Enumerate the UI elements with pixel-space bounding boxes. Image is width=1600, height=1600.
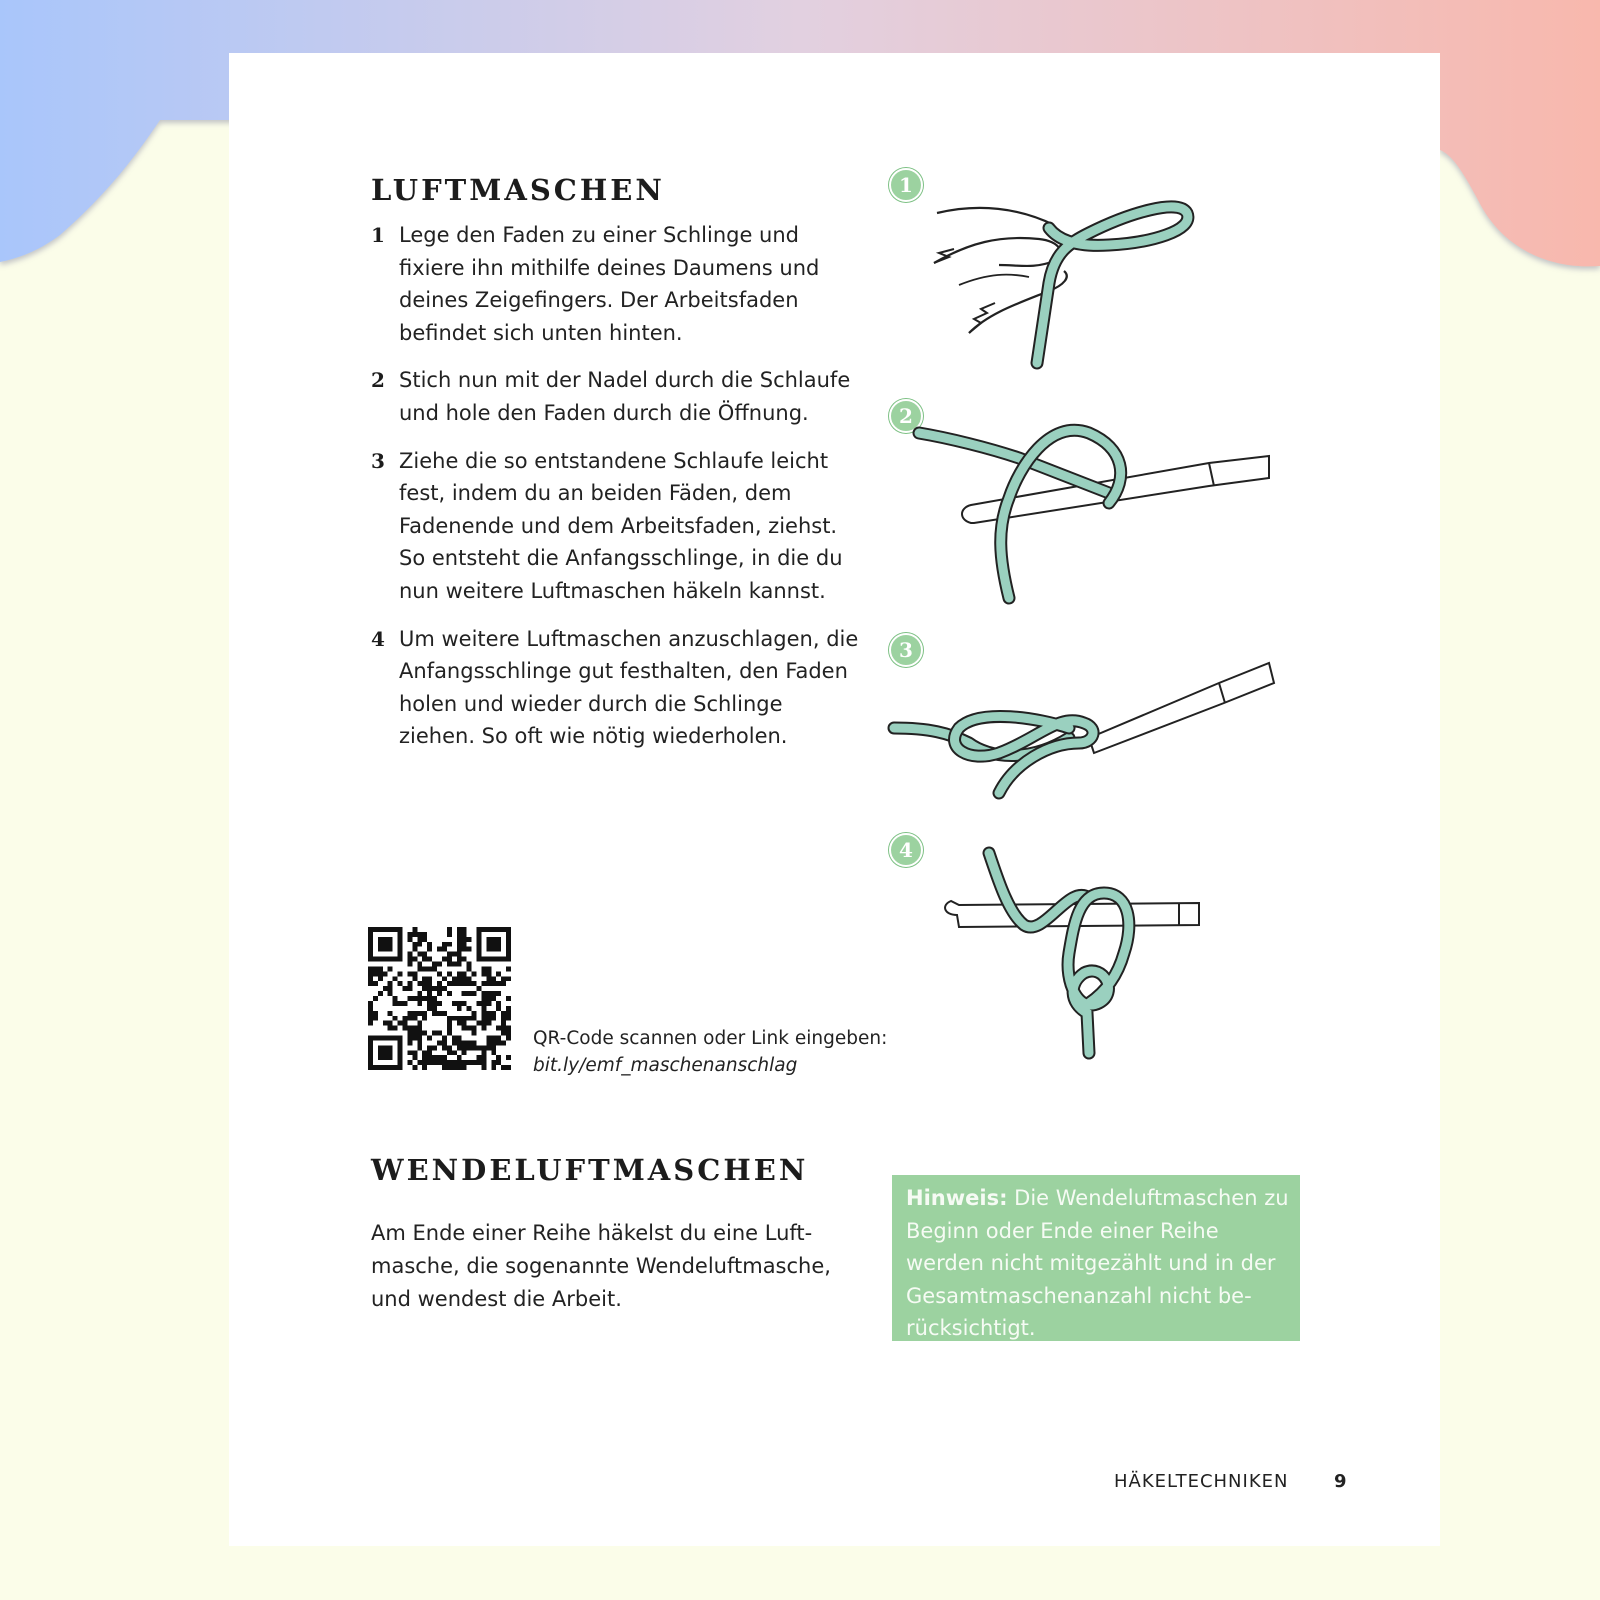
step-number: 4 (371, 626, 385, 651)
step-badge-2: 2 (889, 399, 923, 433)
step-text: Ziehe die so entstandene Schlaufe leicht fest, indem du an beiden Fäden, dem Fadenende und dem Arbeitsfaden, ziehst. So entsteht die Anfangsschlinge, in die du nun weitere Luftmaschen häkeln kannst. (399, 448, 843, 603)
wendeluftmaschen-text: Am Ende einer Reihe häkelst du eine Luftmasche, die sogenannte Wendeluftmasche, und wendest die Arbeit. (371, 1221, 831, 1311)
qr-caption (533, 1025, 887, 1079)
step-badge-1: 1 (889, 168, 923, 202)
step-text: Lege den Faden zu einer Schlinge und fixiere ihn mithilfe deines Daumens und deines Zeigefingers. Der Arbeitsfaden befindet sich unten hinten. (399, 223, 820, 345)
hook-through-loop-icon (909, 408, 1279, 608)
qr-code-icon[interactable] (368, 927, 511, 1070)
hint-text: Die Wendeluftmaschen zu Beginn oder Ende einer Reihe werden nicht mitgezählt und in der Gesamtmaschenanzahl nicht berücksichtigt. (906, 1186, 1289, 1340)
book-page (229, 53, 1440, 1546)
section-title-wendeluftmaschen: WENDELUFTMASCHEN (371, 1153, 809, 1187)
step-item (371, 623, 861, 753)
section-title-luftmaschen: LUFTMASCHEN (371, 173, 665, 207)
step-number: 2 (371, 368, 385, 393)
qr-instruction: QR-Code scannen oder Link eingeben: (533, 1028, 888, 1049)
step-item (371, 364, 861, 429)
footer-section-title: HÄKELTECHNIKEN (1114, 1471, 1289, 1492)
step-item (371, 445, 861, 608)
step-list (371, 219, 861, 768)
hand-holding-loop-icon (929, 173, 1229, 383)
step-number: 1 (371, 223, 385, 247)
step-text: Um weitere Luftmaschen anzuschlagen, die Anfangsschlinge gut festhalten, den Faden holen und wieder durch die Schlinge ziehen. So oft wie nötig wiederholen. (399, 626, 859, 749)
step-number: 3 (371, 448, 385, 473)
step-item (371, 219, 861, 349)
step-badge-4: 4 (889, 833, 923, 867)
slip-knot-on-hook-icon (889, 643, 1279, 803)
qr-link[interactable]: bit.ly/emf_maschenanschlag (533, 1055, 798, 1076)
yarn-over-chain-icon (929, 843, 1219, 1063)
hint-label: Hinweis: (906, 1186, 1008, 1210)
page-number: 9 (1334, 1471, 1347, 1492)
hint-box (892, 1175, 1300, 1341)
step-badge-3: 3 (889, 633, 923, 667)
step-text: Stich nun mit der Nadel durch die Schlaufe und hole den Faden durch die Öffnung. (399, 368, 851, 425)
